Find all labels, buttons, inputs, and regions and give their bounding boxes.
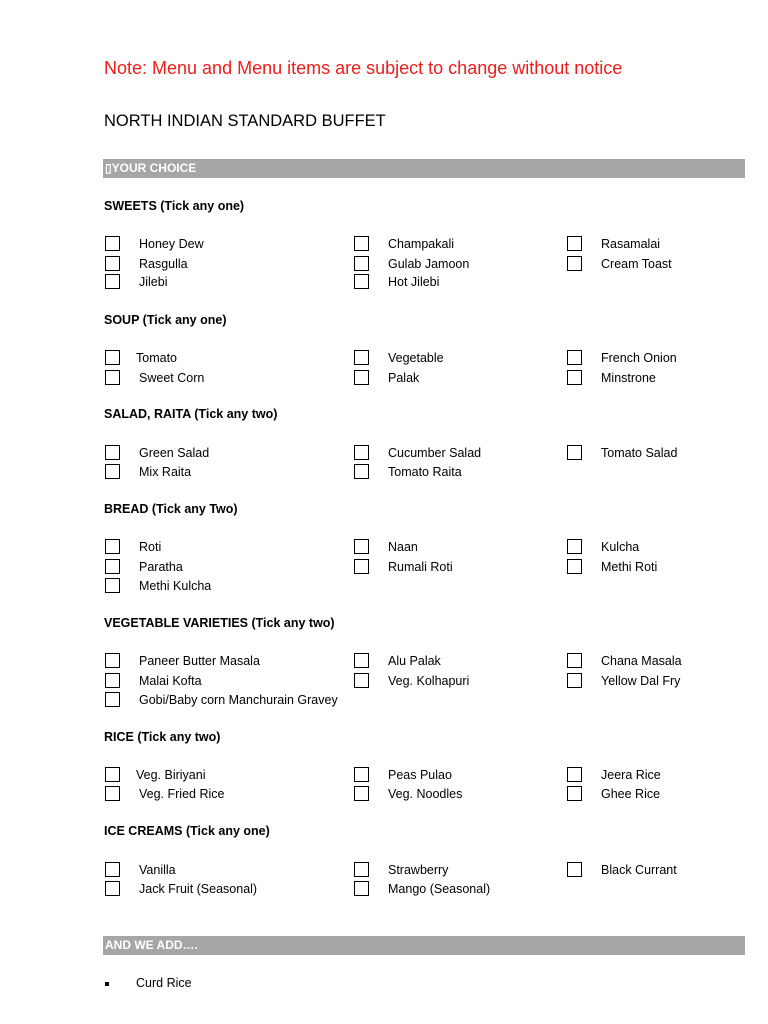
- menu-item-label: Hot Jilebi: [388, 275, 440, 289]
- menu-item-label: Paneer Butter Masala: [139, 654, 260, 668]
- menu-item-label: Cream Toast: [601, 257, 672, 271]
- checkbox-soup-0[interactable]: [105, 350, 120, 365]
- checkbox-icecream-1[interactable]: [354, 862, 369, 877]
- checkbox-rice-5[interactable]: [567, 786, 582, 801]
- menu-item-label: Honey Dew: [139, 237, 204, 251]
- checkbox-icecream-3[interactable]: [105, 881, 120, 896]
- extra-item-curd-rice: Curd Rice: [136, 976, 192, 990]
- checkbox-bread-0[interactable]: [105, 539, 120, 554]
- section-heading-bread: BREAD (Tick any Two): [104, 502, 238, 516]
- checkbox-icecream-2[interactable]: [567, 862, 582, 877]
- menu-item-label: French Onion: [601, 351, 677, 365]
- menu-item-label: Rumali Roti: [388, 560, 453, 574]
- checkbox-bread-2[interactable]: [567, 539, 582, 554]
- checkbox-salad-4[interactable]: [354, 464, 369, 479]
- section-heading-rice: RICE (Tick any two): [104, 730, 221, 744]
- menu-item-label: Naan: [388, 540, 418, 554]
- menu-item-label: Methi Roti: [601, 560, 658, 574]
- checkbox-salad-3[interactable]: [105, 464, 120, 479]
- menu-item-label: Gobi/Baby corn Manchurain Gravey: [139, 693, 338, 707]
- checkbox-sweets-4[interactable]: [354, 256, 369, 271]
- menu-item-label: Mango (Seasonal): [388, 882, 491, 896]
- menu-item-label: Chana Masala: [601, 654, 682, 668]
- checkbox-veg-3[interactable]: [105, 673, 120, 688]
- checkbox-salad-2[interactable]: [567, 445, 582, 460]
- menu-item-label: Sweet Corn: [139, 371, 205, 385]
- checkbox-sweets-0[interactable]: [105, 236, 120, 251]
- menu-item-label: Palak: [388, 371, 420, 385]
- checkbox-soup-2[interactable]: [567, 350, 582, 365]
- menu-item-label: Rasamalai: [601, 237, 661, 251]
- checkbox-rice-1[interactable]: [354, 767, 369, 782]
- section-heading-veg: VEGETABLE VARIETIES (Tick any two): [104, 616, 335, 630]
- checkbox-sweets-5[interactable]: [567, 256, 582, 271]
- section-heading-salad: SALAD, RAITA (Tick any two): [104, 407, 278, 421]
- menu-item-label: Vanilla: [139, 863, 176, 877]
- checkbox-salad-0[interactable]: [105, 445, 120, 460]
- menu-item-label: Black Currant: [601, 863, 677, 877]
- menu-item-label: Veg. Fried Rice: [139, 787, 225, 801]
- notice-text: Note: Menu and Menu items are subject to change without notice: [104, 58, 623, 78]
- menu-item-label: Gulab Jamoon: [388, 257, 470, 271]
- menu-item-label: Minstrone: [601, 371, 656, 385]
- menu-item-label: Green Salad: [139, 446, 210, 460]
- checkbox-veg-4[interactable]: [354, 673, 369, 688]
- menu-item-label: Veg. Noodles: [388, 787, 463, 801]
- checkbox-veg-5[interactable]: [567, 673, 582, 688]
- checkbox-icecream-4[interactable]: [354, 881, 369, 896]
- checkbox-rice-4[interactable]: [354, 786, 369, 801]
- checkbox-sweets-3[interactable]: [105, 256, 120, 271]
- checkbox-veg-1[interactable]: [354, 653, 369, 668]
- menu-item-label: Malai Kofta: [139, 674, 202, 688]
- checkbox-soup-1[interactable]: [354, 350, 369, 365]
- checkbox-rice-2[interactable]: [567, 767, 582, 782]
- checkbox-sweets-7[interactable]: [354, 274, 369, 289]
- checkbox-rice-3[interactable]: [105, 786, 120, 801]
- menu-item-label: Methi Kulcha: [139, 579, 212, 593]
- checkbox-soup-4[interactable]: [354, 370, 369, 385]
- checkbox-rice-0[interactable]: [105, 767, 120, 782]
- menu-item-label: Alu Palak: [388, 654, 441, 668]
- menu-item-label: Cucumber Salad: [388, 446, 482, 460]
- checkbox-veg-2[interactable]: [567, 653, 582, 668]
- menu-item-label: Jack Fruit (Seasonal): [139, 882, 258, 896]
- checkbox-bread-3[interactable]: [105, 559, 120, 574]
- checkbox-soup-3[interactable]: [105, 370, 120, 385]
- checkbox-veg-6[interactable]: [105, 692, 120, 707]
- menu-item-label: Tomato: [136, 351, 177, 365]
- menu-item-label: Jilebi: [139, 275, 168, 289]
- menu-item-label: Jeera Rice: [601, 768, 661, 782]
- page-title: NORTH INDIAN STANDARD BUFFET: [104, 112, 386, 130]
- checkbox-sweets-6[interactable]: [105, 274, 120, 289]
- checkbox-sweets-2[interactable]: [567, 236, 582, 251]
- bullet-icon: [105, 982, 109, 986]
- menu-item-label: Champakali: [388, 237, 455, 251]
- checkbox-salad-1[interactable]: [354, 445, 369, 460]
- checkbox-bread-5[interactable]: [567, 559, 582, 574]
- menu-item-label: Tomato Salad: [601, 446, 678, 460]
- your-choice-bar: ▯YOUR CHOICE: [103, 159, 745, 178]
- menu-item-label: Roti: [139, 540, 162, 554]
- menu-item-label: Ghee Rice: [601, 787, 661, 801]
- section-heading-sweets: SWEETS (Tick any one): [104, 199, 245, 213]
- menu-item-label: Kulcha: [601, 540, 640, 554]
- checkbox-sweets-1[interactable]: [354, 236, 369, 251]
- menu-item-label: Vegetable: [388, 351, 444, 365]
- checkbox-soup-5[interactable]: [567, 370, 582, 385]
- section-heading-soup: SOUP (Tick any one): [104, 313, 227, 327]
- menu-item-label: Veg. Kolhapuri: [388, 674, 470, 688]
- menu-item-label: Peas Pulao: [388, 768, 452, 782]
- checkbox-icecream-0[interactable]: [105, 862, 120, 877]
- menu-item-label: Mix Raita: [139, 465, 192, 479]
- menu-item-label: Veg. Biriyani: [136, 768, 206, 782]
- checkbox-bread-6[interactable]: [105, 578, 120, 593]
- menu-item-label: Tomato Raita: [388, 465, 462, 479]
- checkbox-bread-4[interactable]: [354, 559, 369, 574]
- section-heading-icecream: ICE CREAMS (Tick any one): [104, 824, 270, 838]
- menu-item-label: Rasgulla: [139, 257, 188, 271]
- menu-item-label: Strawberry: [388, 863, 449, 877]
- menu-item-label: Paratha: [139, 560, 183, 574]
- and-we-add-bar: AND WE ADD….: [103, 936, 745, 955]
- checkbox-veg-0[interactable]: [105, 653, 120, 668]
- menu-item-label: Yellow Dal Fry: [601, 674, 681, 688]
- checkbox-bread-1[interactable]: [354, 539, 369, 554]
